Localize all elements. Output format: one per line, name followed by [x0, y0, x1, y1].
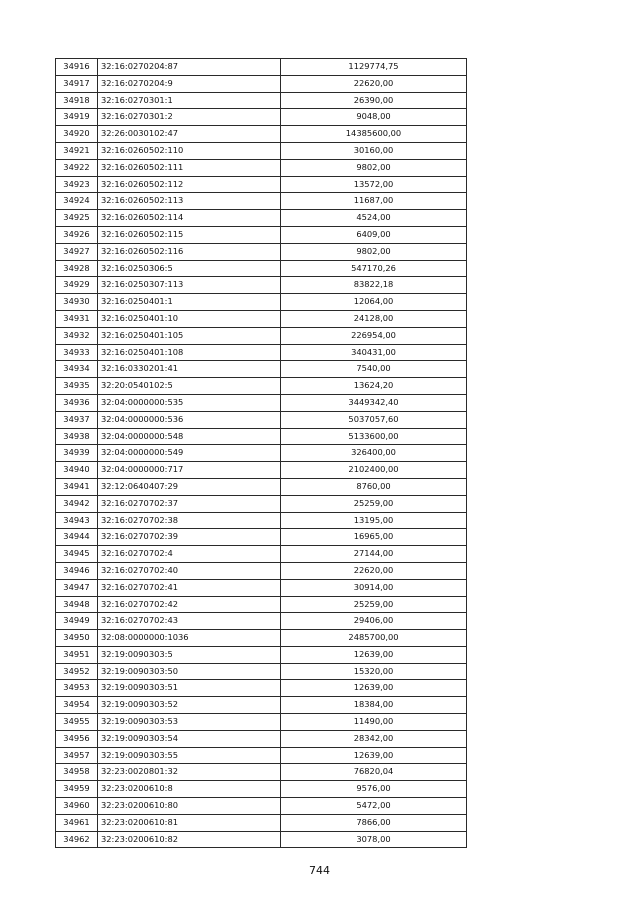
cadastral-number-cell: 32:16:0270204:87 [98, 59, 281, 76]
table-row [56, 663, 467, 680]
value-cell: 2102400,00 [281, 462, 467, 479]
page-number: 744 [309, 864, 330, 877]
row-number-cell: 34950 [56, 630, 98, 647]
value-cell: 5472,00 [281, 798, 467, 815]
row-number-cell: 34956 [56, 730, 98, 747]
cadastral-number-cell: 32:16:0260502:111 [98, 159, 281, 176]
value-cell: 12639,00 [281, 646, 467, 663]
cadastral-number-cell: 32:23:0020801:32 [98, 764, 281, 781]
value-cell: 11490,00 [281, 714, 467, 731]
table-row [56, 831, 467, 848]
cadastral-number-cell: 32:16:0260502:116 [98, 243, 281, 260]
row-number-cell: 34928 [56, 260, 98, 277]
row-number-cell: 34957 [56, 747, 98, 764]
table-row [56, 478, 467, 495]
value-cell: 25259,00 [281, 495, 467, 512]
value-cell: 13624,20 [281, 378, 467, 395]
value-cell: 4524,00 [281, 210, 467, 227]
value-cell: 7866,00 [281, 814, 467, 831]
table-row [56, 798, 467, 815]
cadastral-number-cell: 32:16:0270702:43 [98, 613, 281, 630]
row-number-cell: 34929 [56, 277, 98, 294]
table-row [56, 142, 467, 159]
cadastral-number-cell: 32:04:0000000:549 [98, 445, 281, 462]
value-cell: 5037057,60 [281, 411, 467, 428]
cadastral-number-cell: 32:16:0250307:113 [98, 277, 281, 294]
table-row [56, 596, 467, 613]
row-number-cell: 34917 [56, 75, 98, 92]
row-number-cell: 34931 [56, 310, 98, 327]
value-cell: 14385600,00 [281, 126, 467, 143]
row-number-cell: 34942 [56, 495, 98, 512]
row-number-cell: 34925 [56, 210, 98, 227]
table-row [56, 730, 467, 747]
table-row [56, 59, 467, 76]
cadastral-number-cell: 32:16:0260502:110 [98, 142, 281, 159]
value-cell: 7540,00 [281, 361, 467, 378]
cadastral-number-cell: 32:16:0260502:112 [98, 176, 281, 193]
cadastral-number-cell: 32:08:0000000:1036 [98, 630, 281, 647]
value-cell: 8760,00 [281, 478, 467, 495]
value-cell: 13195,00 [281, 512, 467, 529]
row-number-cell: 34924 [56, 193, 98, 210]
value-cell: 9048,00 [281, 109, 467, 126]
table-row [56, 310, 467, 327]
table-row [56, 327, 467, 344]
cadastral-number-cell: 32:16:0270702:40 [98, 562, 281, 579]
table-row [56, 462, 467, 479]
value-cell: 2485700,00 [281, 630, 467, 647]
cadastral-number-cell: 32:04:0000000:536 [98, 411, 281, 428]
cadastral-number-cell: 32:16:0250401:1 [98, 294, 281, 311]
value-cell: 76820,04 [281, 764, 467, 781]
row-number-cell: 34955 [56, 714, 98, 731]
value-cell: 226954,00 [281, 327, 467, 344]
table-row [56, 428, 467, 445]
row-number-cell: 34919 [56, 109, 98, 126]
cadastral-number-cell: 32:16:0250401:10 [98, 310, 281, 327]
value-cell: 3078,00 [281, 831, 467, 848]
value-cell: 27144,00 [281, 546, 467, 563]
table-row [56, 193, 467, 210]
table-row [56, 714, 467, 731]
row-number-cell: 34939 [56, 445, 98, 462]
cadastral-number-cell: 32:19:0090303:50 [98, 663, 281, 680]
cadastral-number-cell: 32:16:0250401:105 [98, 327, 281, 344]
cadastral-number-cell: 32:20:0540102:5 [98, 378, 281, 395]
row-number-cell: 34922 [56, 159, 98, 176]
value-cell: 16965,00 [281, 529, 467, 546]
cadastral-number-cell: 32:16:0270702:37 [98, 495, 281, 512]
value-cell: 28342,00 [281, 730, 467, 747]
row-number-cell: 34945 [56, 546, 98, 563]
table-row [56, 697, 467, 714]
value-cell: 9802,00 [281, 243, 467, 260]
row-number-cell: 34916 [56, 59, 98, 76]
value-cell: 12639,00 [281, 747, 467, 764]
row-number-cell: 34921 [56, 142, 98, 159]
cadastral-number-cell: 32:16:0260502:114 [98, 210, 281, 227]
row-number-cell: 34946 [56, 562, 98, 579]
row-number-cell: 34918 [56, 92, 98, 109]
table-row [56, 646, 467, 663]
table-row [56, 764, 467, 781]
value-cell: 12639,00 [281, 680, 467, 697]
value-cell: 29406,00 [281, 613, 467, 630]
cadastral-number-cell: 32:16:0270702:42 [98, 596, 281, 613]
row-number-cell: 34937 [56, 411, 98, 428]
row-number-cell: 34961 [56, 814, 98, 831]
value-cell: 15320,00 [281, 663, 467, 680]
table-row [56, 394, 467, 411]
cadastral-number-cell: 32:16:0270702:41 [98, 579, 281, 596]
row-number-cell: 34947 [56, 579, 98, 596]
cadastral-number-cell: 32:23:0200610:82 [98, 831, 281, 848]
table-row [56, 260, 467, 277]
cadastral-number-cell: 32:16:0260502:113 [98, 193, 281, 210]
value-cell: 30160,00 [281, 142, 467, 159]
table-row [56, 277, 467, 294]
value-cell: 26390,00 [281, 92, 467, 109]
value-cell: 18384,00 [281, 697, 467, 714]
cadastral-number-cell: 32:19:0090303:52 [98, 697, 281, 714]
row-number-cell: 34943 [56, 512, 98, 529]
table-row [56, 226, 467, 243]
table-row [56, 630, 467, 647]
table-row [56, 747, 467, 764]
table-row [56, 613, 467, 630]
row-number-cell: 34927 [56, 243, 98, 260]
cadastral-number-cell: 32:16:0270702:38 [98, 512, 281, 529]
value-cell: 83822,18 [281, 277, 467, 294]
table-row [56, 75, 467, 92]
cadastral-number-cell: 32:19:0090303:55 [98, 747, 281, 764]
cadastral-number-cell: 32:16:0270702:4 [98, 546, 281, 563]
row-number-cell: 34934 [56, 361, 98, 378]
table-row [56, 529, 467, 546]
row-number-cell: 34940 [56, 462, 98, 479]
row-number-cell: 34944 [56, 529, 98, 546]
cadastral-number-cell: 32:16:0270301:1 [98, 92, 281, 109]
cadastral-number-cell: 32:19:0090303:53 [98, 714, 281, 731]
table-row [56, 814, 467, 831]
row-number-cell: 34930 [56, 294, 98, 311]
cadastral-number-cell: 32:16:0270301:2 [98, 109, 281, 126]
value-cell: 9802,00 [281, 159, 467, 176]
row-number-cell: 34938 [56, 428, 98, 445]
cadastral-number-cell: 32:23:0200610:81 [98, 814, 281, 831]
row-number-cell: 34953 [56, 680, 98, 697]
cadastral-number-cell: 32:23:0200610:8 [98, 781, 281, 798]
row-number-cell: 34958 [56, 764, 98, 781]
value-cell: 24128,00 [281, 310, 467, 327]
value-cell: 5133600,00 [281, 428, 467, 445]
table-row [56, 294, 467, 311]
value-cell: 25259,00 [281, 596, 467, 613]
row-number-cell: 34932 [56, 327, 98, 344]
row-number-cell: 34933 [56, 344, 98, 361]
value-cell: 12064,00 [281, 294, 467, 311]
cadastral-number-cell: 32:16:0260502:115 [98, 226, 281, 243]
value-cell: 340431,00 [281, 344, 467, 361]
cadastral-number-cell: 32:04:0000000:548 [98, 428, 281, 445]
value-cell: 1129774,75 [281, 59, 467, 76]
row-number-cell: 34962 [56, 831, 98, 848]
cadastral-number-cell: 32:16:0250401:108 [98, 344, 281, 361]
row-number-cell: 34960 [56, 798, 98, 815]
value-cell: 13572,00 [281, 176, 467, 193]
table-row [56, 126, 467, 143]
table-row [56, 411, 467, 428]
row-number-cell: 34941 [56, 478, 98, 495]
cadastral-number-cell: 32:12:0640407:29 [98, 478, 281, 495]
cadastral-number-cell: 32:04:0000000:717 [98, 462, 281, 479]
value-cell: 326400,00 [281, 445, 467, 462]
value-cell: 3449342,40 [281, 394, 467, 411]
cadastral-number-cell: 32:16:0270702:39 [98, 529, 281, 546]
cadastral-number-cell: 32:19:0090303:51 [98, 680, 281, 697]
table-row [56, 361, 467, 378]
table-row [56, 495, 467, 512]
value-cell: 11687,00 [281, 193, 467, 210]
cadastral-number-cell: 32:19:0090303:54 [98, 730, 281, 747]
cadastral-number-cell: 32:16:0250306:5 [98, 260, 281, 277]
value-cell: 9576,00 [281, 781, 467, 798]
table-row [56, 562, 467, 579]
row-number-cell: 34951 [56, 646, 98, 663]
table-row [56, 445, 467, 462]
row-number-cell: 34948 [56, 596, 98, 613]
row-number-cell: 34935 [56, 378, 98, 395]
cadastral-number-cell: 32:19:0090303:5 [98, 646, 281, 663]
value-cell: 6409,00 [281, 226, 467, 243]
table-row [56, 680, 467, 697]
registry-table-body [56, 59, 467, 848]
table-row [56, 243, 467, 260]
row-number-cell: 34926 [56, 226, 98, 243]
table-row [56, 781, 467, 798]
row-number-cell: 34959 [56, 781, 98, 798]
row-number-cell: 34949 [56, 613, 98, 630]
registry-table [55, 58, 467, 848]
table-row [56, 579, 467, 596]
table-row [56, 344, 467, 361]
row-number-cell: 34936 [56, 394, 98, 411]
table-row [56, 159, 467, 176]
cadastral-number-cell: 32:16:0330201:41 [98, 361, 281, 378]
value-cell: 547170,26 [281, 260, 467, 277]
cadastral-number-cell: 32:04:0000000:535 [98, 394, 281, 411]
table-row [56, 546, 467, 563]
value-cell: 22620,00 [281, 562, 467, 579]
row-number-cell: 34954 [56, 697, 98, 714]
value-cell: 22620,00 [281, 75, 467, 92]
table-row [56, 512, 467, 529]
table-row [56, 176, 467, 193]
cadastral-number-cell: 32:26:0030102:47 [98, 126, 281, 143]
row-number-cell: 34923 [56, 176, 98, 193]
row-number-cell: 34920 [56, 126, 98, 143]
table-row [56, 109, 467, 126]
table-row [56, 378, 467, 395]
cadastral-number-cell: 32:23:0200610:80 [98, 798, 281, 815]
table-row [56, 92, 467, 109]
row-number-cell: 34952 [56, 663, 98, 680]
value-cell: 30914,00 [281, 579, 467, 596]
table-row [56, 210, 467, 227]
cadastral-number-cell: 32:16:0270204:9 [98, 75, 281, 92]
